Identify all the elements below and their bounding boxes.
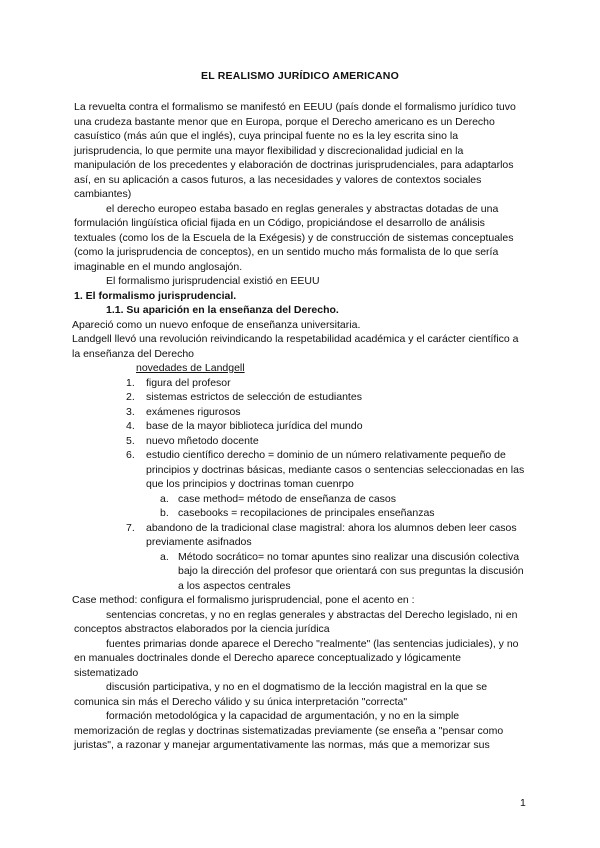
intro-paragraph-3: El formalismo jurisprudencial existió en EEUU (106, 275, 320, 287)
document-title: EL REALISMO JURÍDICO AMERICANO (201, 70, 399, 82)
list-item: 6. estudio científico derecho = dominio de un número relativamente pequeño de principios y doctrinas básicas, mediante casos o sentencias seleccionadas en las que los principios y doctrinas toman cuenrpo (126, 449, 525, 490)
case-method-intro: Case method: configura el formalismo jurisprudencial, pone el acento en : (72, 594, 415, 606)
case-method-point: fuentes primarias donde aparece el Derecho "realmente" (las sentencias judiciales), y no en manuales doctrinales donde el Derecho aparece conceptualizado y lógicamente sistematizado (74, 637, 519, 679)
case-method-point: discusión participativa, y no en el dogmatismo de la lección magistral en la que se comunica sin más el Derecho válido y su única interpretación "correcta" (74, 681, 488, 708)
intro-paragraph-1: La revuelta contra el formalismo se manifestó en EEUU (país donde el formalismo jurídico tuvo una crudeza bastante menor que en Europa, porque el Derecho americano es un Derecho casuístico (más aún que el inglés), cuya principal fuente no es la ley escrita sino la jurisprudencia, lo que permite una mayor flexibilidad y discrecionalidad judicial en la manipulación de los precedentes y elaboración de doctrinas jurisprudenciales, para adaptarlos así, en su aplicación a casos futuros, a las necesidades y valores de contextos sociales cambiantes) (74, 101, 516, 200)
section-paragraph-1: Apareció como un nuevo enfoque de enseñanza universitaria. (72, 318, 361, 331)
list-item: 3. exámenes rigurosos (126, 405, 241, 418)
page-number: 1 (520, 797, 526, 809)
case-method-point: sentencias concretas, y no en reglas generales y abstractas del Derecho legislado, ni en conceptos abstractos elaborados por la ciencia jurídica (74, 608, 518, 635)
sub-list-item: a. Método socrático= no tomar apuntes sino realizar una discusión colectiva bajo la dirección del profesor que orientará con sus preguntas la discusión a los aspectos centrales (160, 550, 524, 592)
subsection-heading: 1.1. Su aparición en la enseñanza del Derecho. (106, 304, 339, 316)
list-item: 2. sistemas estrictos de selección de estudiantes (126, 391, 362, 403)
sub-list-item: b. casebooks = recopilaciones de principales enseñanzas (160, 507, 435, 519)
list-item: 5. nuevo mñetodo docente (126, 434, 259, 447)
document-body (74, 100, 526, 753)
section-paragraph-2: Landgell llevó una revolución reivindicando la respetabilidad académica y el carácter científico a la enseñanza del Derecho (72, 333, 519, 360)
section-heading: 1. El formalismo jurisprudencial. (74, 289, 237, 302)
list-item: 4. base de la mayor biblioteca jurídica del mundo (126, 420, 363, 432)
case-method-point: formación metodológica y la capacidad de argumentación, y no en la simple memorización de reglas y doctrinas sistematizadas previamente (se enseña a "pensar como juristas", a razonar y manejar argumentativamente las normas, más que a memorizar sus (74, 710, 504, 751)
novedades-list (74, 376, 526, 594)
intro-paragraph-2: el derecho europeo estaba basado en reglas generales y abstractas dotadas de una formulación lingüística oficial fijada en un Código, propiciándose el desarrollo de análisis textuales (como los de la Escuela de la Exégesis) y de construcción de sistemas conceptuales (como la jurisprudencia de conceptos), en un sentido mucho más formalista de lo que sería imaginable en el mundo anglosajón. (74, 202, 514, 273)
sub-list-item: a. case method= método de enseñanza de casos (160, 492, 397, 505)
list-item: 7. abandono de la tradicional clase magistral: ahora los alumnos deben leer casos previamente asifnados (126, 521, 517, 548)
list-item: 1. figura del profesor (126, 376, 231, 389)
novedades-label: novedades de Landgell (136, 362, 245, 374)
